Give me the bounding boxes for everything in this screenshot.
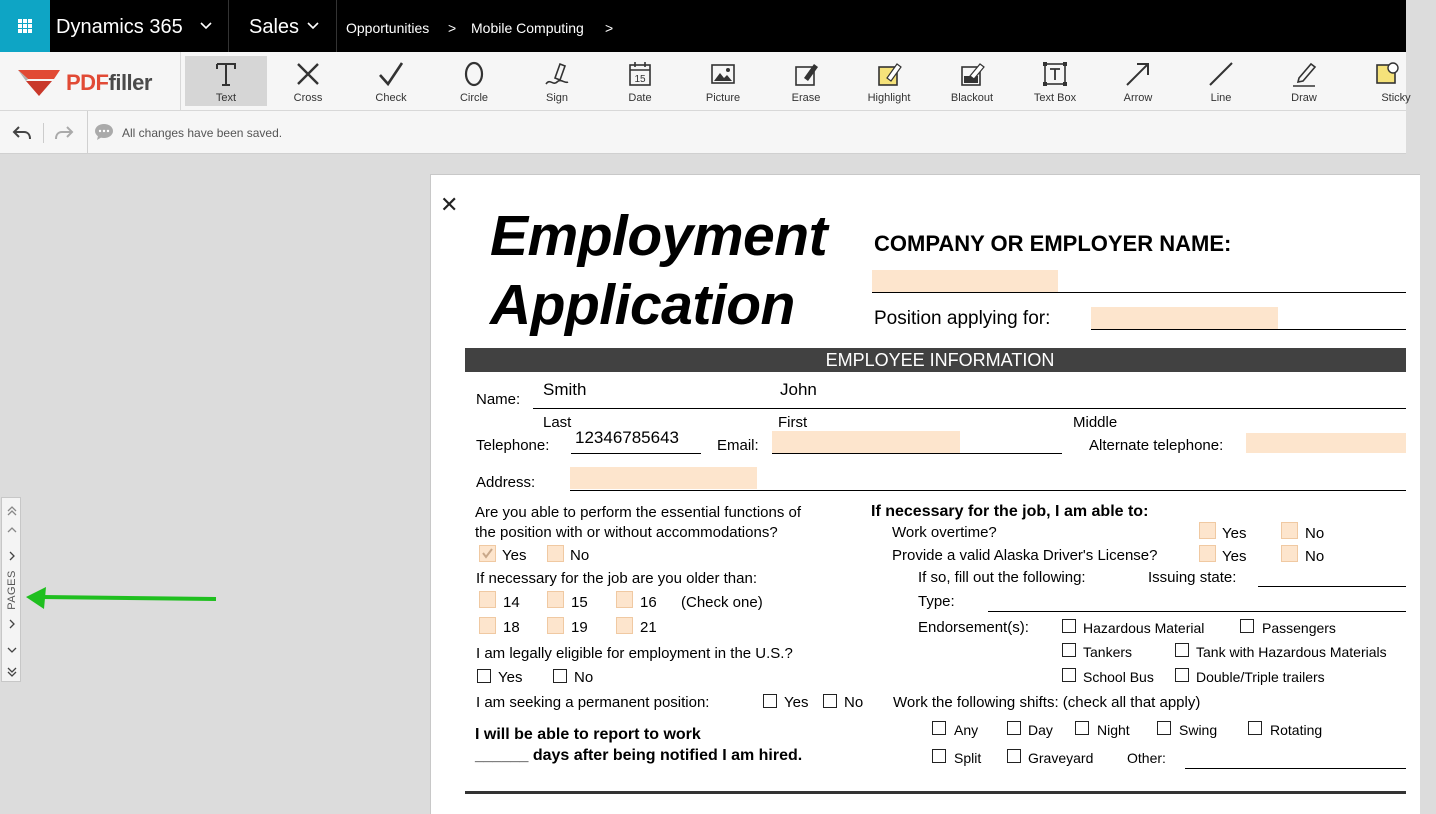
- blackout-tool-button[interactable]: Blackout: [931, 56, 1013, 106]
- overtime-yes-checkbox[interactable]: [1199, 522, 1216, 539]
- position-label: Position applying for:: [874, 308, 1051, 329]
- address-label: Address:: [476, 474, 536, 491]
- age-16-checkbox[interactable]: [616, 591, 633, 608]
- permanent-no-checkbox[interactable]: [823, 694, 837, 708]
- form-title-line-2: Application: [490, 273, 795, 337]
- tank-hazardous-label: Tank with Hazardous Materials: [1196, 644, 1387, 660]
- sign-tool-button[interactable]: Sign: [516, 56, 598, 106]
- tankers-checkbox[interactable]: [1062, 643, 1076, 657]
- age-14-checkbox[interactable]: [479, 591, 496, 608]
- breadcrumb-separator: >: [605, 20, 614, 36]
- if-so-label: If so, fill out the following:: [918, 569, 1086, 586]
- passengers-checkbox[interactable]: [1240, 619, 1254, 633]
- age-21-checkbox[interactable]: [616, 617, 633, 634]
- top-navigation-bar: [0, 0, 1406, 52]
- app-launcher-button[interactable]: [0, 0, 50, 52]
- endorsements-label: Endorsement(s):: [918, 619, 1029, 636]
- close-document-icon[interactable]: ✕: [440, 192, 459, 217]
- issuing-state-field[interactable]: [1258, 586, 1406, 587]
- eligible-no-label: No: [574, 669, 594, 686]
- eligible-no-checkbox[interactable]: [553, 669, 567, 683]
- chevron-right-icon[interactable]: [4, 616, 19, 631]
- essential-no-checkbox[interactable]: [547, 545, 564, 562]
- sign-icon: [543, 60, 571, 88]
- essential-functions-question-line-1: Are you able to perform the essential functions of: [475, 504, 802, 521]
- shift-rotating-label: Rotating: [1270, 722, 1323, 738]
- age-21-label: 21: [640, 619, 657, 636]
- shift-any-label: Any: [954, 722, 979, 738]
- permanent-yes-label: Yes: [784, 694, 809, 711]
- text-tool-button[interactable]: Text: [185, 56, 267, 106]
- issuing-state-label: Issuing state:: [1148, 569, 1237, 586]
- shift-day-label: Day: [1028, 722, 1053, 738]
- text-box-icon: [1041, 60, 1069, 88]
- divider: [228, 0, 229, 52]
- overtime-no-checkbox[interactable]: [1281, 522, 1298, 539]
- picture-icon: [709, 60, 737, 88]
- age-18-label: 18: [503, 619, 520, 636]
- other-shift-field[interactable]: [1185, 768, 1406, 769]
- date-icon: [626, 60, 654, 88]
- pages-label: PAGES: [6, 570, 18, 610]
- sticky-tool-button[interactable]: Sticky: [1346, 56, 1406, 106]
- divider: [87, 111, 88, 154]
- permanent-position-question: I am seeking a permanent position:: [476, 694, 710, 711]
- previous-page-icon[interactable]: [4, 522, 19, 537]
- cross-tool-button[interactable]: Cross: [267, 56, 349, 106]
- license-yes-checkbox[interactable]: [1199, 545, 1216, 562]
- type-label: Type:: [918, 593, 955, 610]
- first-name-field[interactable]: John: [780, 380, 817, 399]
- hazardous-material-checkbox[interactable]: [1062, 619, 1076, 633]
- shift-swing-checkbox[interactable]: [1157, 721, 1171, 735]
- license-no-checkbox[interactable]: [1281, 545, 1298, 562]
- license-no-label: No: [1305, 548, 1325, 565]
- line-icon: [1207, 60, 1235, 88]
- license-yes-label: Yes: [1222, 548, 1247, 565]
- underline: [570, 490, 1406, 491]
- shift-swing-label: Swing: [1179, 722, 1218, 738]
- check-icon: [377, 60, 405, 88]
- age-18-checkbox[interactable]: [479, 617, 496, 634]
- underline: [571, 453, 701, 454]
- type-field[interactable]: [988, 611, 1406, 612]
- license-question: Provide a valid Alaska Driver's License?: [892, 547, 1158, 564]
- module-name[interactable]: Sales: [249, 16, 300, 38]
- chevron-right-icon[interactable]: [4, 548, 19, 563]
- address-field[interactable]: [570, 467, 757, 489]
- green-arrow-annotation: [24, 585, 220, 611]
- circle-icon: [460, 60, 488, 88]
- divider: [180, 52, 181, 111]
- eligible-yes-label: Yes: [498, 669, 523, 686]
- underline: [872, 292, 1406, 293]
- section-title: EMPLOYEE INFORMATION: [825, 350, 1055, 370]
- status-bar: [0, 111, 1406, 154]
- name-label: Name:: [476, 391, 521, 408]
- redo-icon[interactable]: [54, 124, 74, 142]
- age-14-label: 14: [503, 594, 520, 611]
- save-status-text: All changes have been saved.: [122, 126, 283, 140]
- shift-split-label: Split: [954, 750, 982, 766]
- other-shift-label: Other:: [1127, 750, 1166, 766]
- highlight-tool-button[interactable]: Highlight: [848, 56, 930, 106]
- essential-no-label: No: [570, 547, 590, 564]
- erase-tool-button[interactable]: Erase: [765, 56, 847, 106]
- double-triple-checkbox[interactable]: [1175, 668, 1189, 682]
- first-page-icon[interactable]: [4, 503, 19, 518]
- circle-tool-button[interactable]: Circle: [433, 56, 515, 106]
- section-divider: [465, 791, 1406, 794]
- essential-functions-question-line-2: the position with or without accommodations?: [475, 524, 778, 541]
- age-15-checkbox[interactable]: [547, 591, 564, 608]
- first-label: First: [778, 414, 808, 431]
- form-title-line-1: Employment: [490, 204, 828, 268]
- blackout-icon: [958, 60, 986, 88]
- pages-panel-toggle[interactable]: [1, 497, 21, 682]
- age-19-label: 19: [571, 619, 588, 636]
- breadcrumb-mobile-computing[interactable]: Mobile Computing: [471, 20, 584, 36]
- age-16-label: 16: [640, 594, 657, 611]
- permanent-yes-checkbox[interactable]: [763, 694, 777, 708]
- age-19-checkbox[interactable]: [547, 617, 564, 634]
- next-page-icon[interactable]: [4, 642, 19, 657]
- shift-day-checkbox[interactable]: [1007, 721, 1021, 735]
- underline: [533, 408, 1406, 409]
- last-label: Last: [543, 414, 572, 431]
- undo-icon[interactable]: [12, 124, 32, 142]
- highlight-icon: [875, 60, 903, 88]
- email-field[interactable]: [772, 431, 960, 453]
- chat-bubble-icon: [94, 123, 114, 141]
- eligible-question: I am legally eligible for employment in the U.S.?: [476, 645, 793, 662]
- telephone-label: Telephone:: [476, 437, 550, 454]
- erase-icon: [792, 60, 820, 88]
- text-tool-icon: [212, 60, 240, 88]
- underline: [1091, 329, 1406, 330]
- svg-text:15: 15: [634, 74, 646, 85]
- line-tool-button[interactable]: Line: [1180, 56, 1262, 106]
- arrow-tool-button[interactable]: Arrow: [1097, 56, 1179, 106]
- hazardous-material-label: Hazardous Material: [1083, 620, 1205, 636]
- company-name-field[interactable]: [872, 270, 1058, 292]
- double-triple-label: Double/Triple trailers: [1196, 669, 1325, 685]
- tank-hazardous-checkbox[interactable]: [1175, 643, 1189, 657]
- sticky-icon: [1373, 60, 1401, 88]
- waffle-icon: [18, 19, 32, 33]
- passengers-label: Passengers: [1262, 620, 1336, 636]
- shift-night-checkbox[interactable]: [1075, 721, 1089, 735]
- age-15-label: 15: [571, 594, 588, 611]
- shift-graveyard-label: Graveyard: [1028, 750, 1094, 766]
- position-field[interactable]: [1091, 307, 1278, 329]
- breadcrumb-opportunities[interactable]: Opportunities: [346, 20, 430, 36]
- logo-wordmark: PDFfiller: [66, 70, 152, 95]
- permanent-no-label: No: [844, 694, 864, 711]
- chevron-down-icon[interactable]: [307, 22, 319, 30]
- check-one-label: (Check one): [681, 594, 763, 611]
- draw-icon: [1290, 60, 1318, 88]
- shift-any-checkbox[interactable]: [932, 721, 946, 735]
- arrow-icon: [1124, 60, 1152, 88]
- essential-yes-label: Yes: [502, 547, 527, 564]
- picture-tool-button[interactable]: Picture: [682, 56, 764, 106]
- date-tool-button[interactable]: 15 Date: [599, 56, 681, 106]
- check-tool-button[interactable]: Check: [350, 56, 432, 106]
- divider: [43, 123, 44, 143]
- school-bus-label: School Bus: [1083, 669, 1154, 685]
- underline: [772, 453, 1062, 454]
- last-name-field[interactable]: Smith: [543, 380, 587, 399]
- if-necessary-heading: If necessary for the job, I am able to:: [871, 503, 1149, 520]
- telephone-field[interactable]: 12346785643: [575, 428, 680, 447]
- draw-tool-button[interactable]: Draw: [1263, 56, 1345, 106]
- overtime-yes-label: Yes: [1222, 525, 1247, 542]
- divider: [336, 0, 337, 52]
- shifts-label: Work the following shifts: (check all that apply): [893, 694, 1201, 711]
- chevron-down-icon[interactable]: [200, 22, 212, 30]
- cross-icon: [294, 60, 322, 88]
- essential-yes-checkbox[interactable]: [479, 545, 496, 562]
- overtime-no-label: No: [1305, 525, 1325, 542]
- shift-night-label: Night: [1097, 722, 1130, 738]
- older-than-question: If necessary for the job are you older than:: [476, 570, 757, 587]
- breadcrumb-separator: >: [448, 20, 457, 36]
- overtime-question: Work overtime?: [892, 524, 997, 541]
- email-label: Email:: [717, 437, 759, 454]
- text-box-tool-button[interactable]: Text Box: [1014, 56, 1096, 106]
- middle-label: Middle: [1073, 414, 1118, 431]
- shift-split-checkbox[interactable]: [932, 749, 946, 763]
- report-to-work-line-1: I will be able to report to work: [475, 726, 701, 743]
- alternate-telephone-field[interactable]: [1246, 433, 1406, 453]
- editor-toolbar: [0, 52, 1411, 111]
- company-label: COMPANY OR EMPLOYER NAME:: [874, 231, 1232, 256]
- alternate-telephone-label: Alternate telephone:: [1089, 437, 1224, 454]
- shift-graveyard-checkbox[interactable]: [1007, 749, 1021, 763]
- eligible-yes-checkbox[interactable]: [477, 669, 491, 683]
- last-page-icon[interactable]: [4, 664, 19, 679]
- shift-rotating-checkbox[interactable]: [1248, 721, 1262, 735]
- check-mark-icon: [480, 546, 495, 561]
- tankers-label: Tankers: [1083, 644, 1133, 660]
- app-name[interactable]: Dynamics 365: [56, 16, 183, 38]
- report-to-work-line-2: ______ days after being notified I am hired.: [475, 747, 803, 764]
- school-bus-checkbox[interactable]: [1062, 668, 1076, 682]
